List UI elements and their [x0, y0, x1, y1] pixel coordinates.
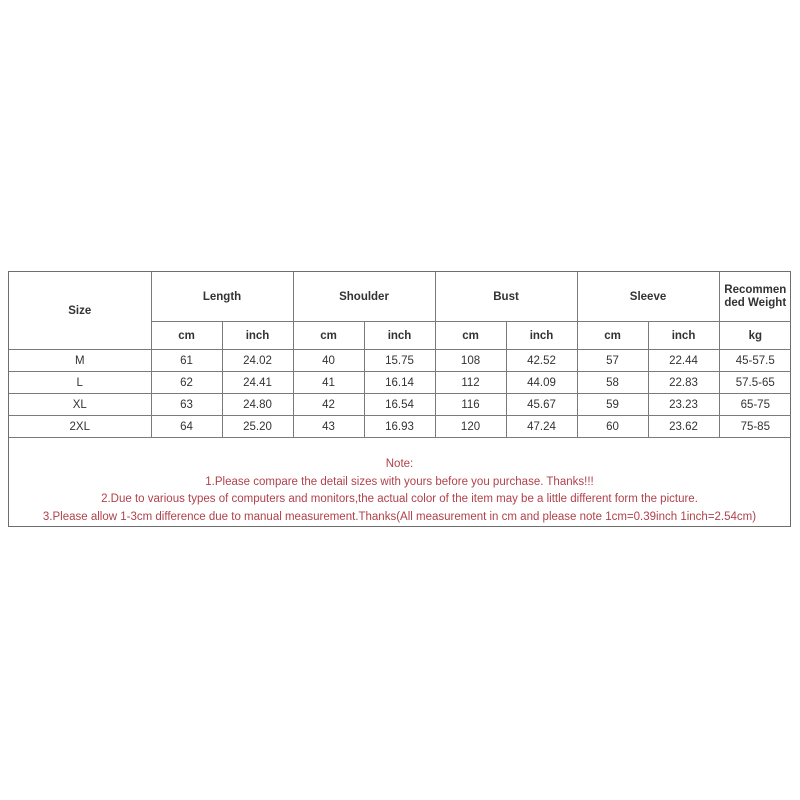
table-cell: 45-57.5	[719, 350, 791, 372]
unit-header: cm	[293, 322, 364, 350]
table-cell: XL	[9, 394, 151, 416]
table-cell: 24.02	[222, 350, 293, 372]
table-cell: 41	[293, 372, 364, 394]
table-cell: 57.5-65	[719, 372, 791, 394]
table-cell: 2XL	[9, 416, 151, 438]
table-cell: L	[9, 372, 151, 394]
size-chart	[8, 271, 791, 527]
unit-header: kg	[719, 322, 791, 350]
note-title: Note:	[385, 458, 414, 470]
unit-header: cm	[577, 322, 648, 350]
note-line: 1.Please compare the detail sizes with yours before you purchase. Thanks!!!	[205, 475, 594, 488]
shoulder-header: Shoulder	[293, 272, 435, 322]
bust-header: Bust	[435, 272, 577, 322]
recommended-weight-header: Recommended Weight	[719, 272, 791, 322]
unit-header: inch	[364, 322, 435, 350]
table-row	[9, 350, 791, 372]
table-cell: 40	[293, 350, 364, 372]
table-cell: 23.23	[648, 394, 719, 416]
size-header: Size	[9, 272, 151, 350]
header-row	[9, 272, 791, 322]
table-cell: 64	[151, 416, 222, 438]
sleeve-header: Sleeve	[577, 272, 719, 322]
table-cell: 16.14	[364, 372, 435, 394]
table-cell: 22.44	[648, 350, 719, 372]
length-header: Length	[151, 272, 293, 322]
table-cell: 57	[577, 350, 648, 372]
table-cell: 42.52	[506, 350, 577, 372]
unit-header: cm	[151, 322, 222, 350]
unit-header: cm	[435, 322, 506, 350]
unit-header: inch	[222, 322, 293, 350]
table-cell: 16.93	[364, 416, 435, 438]
size-table	[9, 272, 791, 438]
table-cell: M	[9, 350, 151, 372]
table-cell: 58	[577, 372, 648, 394]
notes-section	[9, 456, 790, 526]
table-cell: 25.20	[222, 416, 293, 438]
table-cell: 45.67	[506, 394, 577, 416]
note-line: 3.Please allow 1-3cm difference due to manual measurement.Thanks(All measurement in cm and please note 1cm=0.39inch 1inch=2.54cm)	[42, 510, 757, 523]
table-cell: 43	[293, 416, 364, 438]
table-cell: 15.75	[364, 350, 435, 372]
table-cell: 62	[151, 372, 222, 394]
note-line: 2.Due to various types of computers and monitors,the actual color of the item may be a little different form the picture.	[101, 493, 698, 505]
table-cell: 47.24	[506, 416, 577, 438]
table-cell: 44.09	[506, 372, 577, 394]
table-cell: 60	[577, 416, 648, 438]
table-cell: 65-75	[719, 394, 791, 416]
table-cell: 116	[435, 394, 506, 416]
table-cell: 75-85	[719, 416, 791, 438]
table-cell: 22.83	[648, 372, 719, 394]
table-cell: 42	[293, 394, 364, 416]
table-cell: 59	[577, 394, 648, 416]
table-cell: 24.80	[222, 394, 293, 416]
table-row	[9, 372, 791, 394]
table-cell: 24.41	[222, 372, 293, 394]
table-row	[9, 416, 791, 438]
table-cell: 63	[151, 394, 222, 416]
table-row	[9, 394, 791, 416]
table-cell: 16.54	[364, 394, 435, 416]
table-cell: 108	[435, 350, 506, 372]
table-cell: 23.62	[648, 416, 719, 438]
table-cell: 61	[151, 350, 222, 372]
table-cell: 112	[435, 372, 506, 394]
unit-header: inch	[506, 322, 577, 350]
unit-header: inch	[648, 322, 719, 350]
table-cell: 120	[435, 416, 506, 438]
